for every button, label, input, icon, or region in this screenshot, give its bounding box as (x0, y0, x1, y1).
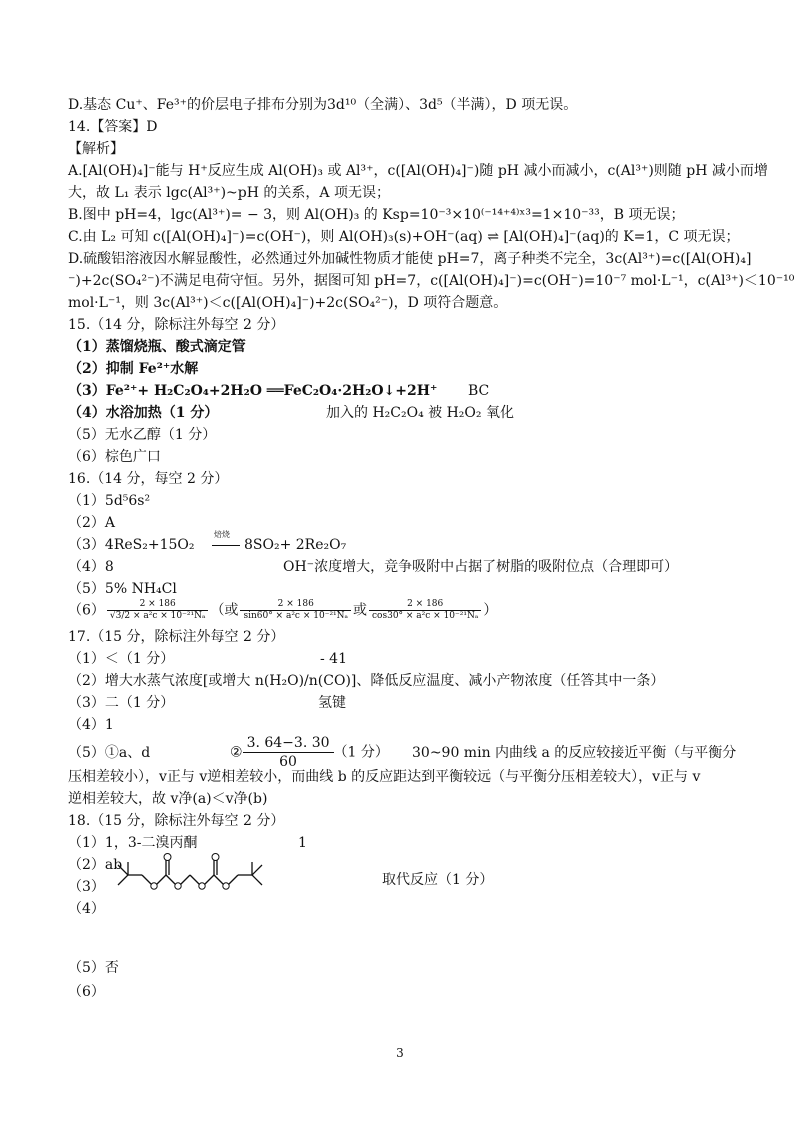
text-span: （或 (210, 602, 239, 619)
question-16-header: 16.（14 分，每空 2 分） (68, 471, 229, 487)
text-line: （3）4ReS₂+15O₂ (68, 537, 195, 553)
text-line: 1 (298, 835, 307, 851)
text-line: （4）水浴加热（1 分） (68, 405, 219, 421)
text-line: （4） (68, 901, 105, 917)
text-line: mol·L⁻¹，则 3c(Al³⁺)＜c([Al(OH)₄]⁻)+2c(SO₄²⁻)，D 项符合题意。 (68, 295, 508, 311)
text-line: （2）抑制 Fe²⁺水解 (68, 361, 199, 377)
page-number: 3 (396, 1046, 404, 1060)
fraction (243, 734, 334, 771)
text-line: - 41 (320, 651, 347, 667)
text-span: ） (483, 602, 498, 619)
text-line: （3） (68, 879, 105, 895)
fraction (240, 599, 351, 622)
text-line: （3）二（1 分） (68, 695, 175, 711)
text-line: D.基态 Cu⁺、Fe³⁺的价层电子排布分别为3d¹⁰（全满）、3d⁵（半满），D 项无误。 (68, 97, 578, 113)
text-span: 或 (353, 602, 368, 619)
text-line: B.图中 pH=4，lgc(Al³⁺)= − 3，则 Al(OH)₃ 的 Ksp=10⁻³×10⁽⁻¹⁴⁺⁴⁾ˣ³=1×10⁻³³，B 项无误； (68, 207, 685, 223)
numerator: 2 × 186 (369, 599, 481, 611)
text-line: 大，故 L₁ 表示 lgc(Al³⁺)~pH 的关系，A 项无误； (68, 185, 390, 201)
text-line: 加入的 H₂C₂O₄ 被 H₂O₂ 氧化 (326, 405, 514, 421)
text-line: 取代反应（1 分） (382, 872, 494, 888)
text-line: ⁻)+2c(SO₄²⁻)不满足电荷守恒。另外，据图可知 pH=7，c([Al(OH)₄]⁻)=c(OH⁻)=10⁻⁷ mol·L⁻¹，c(Al³⁺)＜10⁻¹⁰ (68, 273, 795, 289)
text-line: OH⁻浓度增大，竞争吸附中占据了树脂的吸附位点（合理即可） (283, 559, 679, 575)
text-span: （1 分） (333, 744, 389, 761)
condition-label: 焙烧 (214, 530, 230, 539)
text-span: ② (230, 744, 243, 761)
text-line: BC (468, 383, 490, 399)
boc-anhydride-structure-icon (112, 848, 272, 890)
text-line: （2）A (68, 515, 116, 531)
text-line: 30~90 min 内曲线 a 的反应较接近平衡（与平衡分 (412, 745, 737, 761)
text-line: （2）ab (68, 857, 123, 873)
text-line: 氢键 (318, 695, 346, 711)
text-line: 8SO₂+ 2Re₂O₇ (244, 537, 347, 553)
numerator: 2 × 186 (107, 599, 209, 611)
text-line: （5）①a、d (68, 745, 151, 761)
question-17-header: 17.（15 分，除标注外每空 2 分） (68, 629, 285, 645)
text-line: （3）Fe²⁺+ H₂C₂O₄+2H₂O ══FeC₂O₄·2H₂O↓+2H⁺ (68, 383, 438, 399)
numerator: 3. 64−3. 30 (243, 734, 334, 753)
item-label: （6） (68, 602, 105, 619)
answer-14: 14.【答案】D (68, 119, 158, 135)
text-line: （5）否 (68, 960, 119, 976)
text-line: （6）棕色广口 (68, 449, 161, 465)
text-line: 逆相差较大，故 v净(a)＜v净(b) (68, 791, 268, 807)
formula-line (230, 734, 389, 771)
denominator: 60 (279, 754, 297, 770)
text-line: （1）5d⁵6s² (68, 493, 151, 509)
text-line: （2）增大水蒸气浓度[或增大 n(H₂O)/n(CO)]、降低反应温度、减小产物浓度（任答其中一条） (68, 673, 665, 689)
question-15-header: 15.（14 分，除标注外每空 2 分） (68, 317, 285, 333)
reaction-arrow (212, 545, 240, 546)
analysis-heading: 【解析】 (68, 141, 124, 157)
text-line: （1）＜（1 分） (68, 651, 175, 667)
text-line: （4）1 (68, 717, 114, 733)
fraction (107, 599, 209, 622)
text-line: （4）8 (68, 559, 114, 575)
denominator: cos30° × a²c × 10⁻²¹Nₐ (372, 611, 479, 621)
denominator: sin60° × a²c × 10⁻²¹Nₐ (243, 611, 349, 621)
formula-line (68, 599, 497, 622)
text-line: （5）无水乙醇（1 分） (68, 427, 217, 443)
text-line: （5）5% NH₄Cl (68, 581, 177, 597)
text-line: （1）1，3-二溴丙酮 (68, 835, 198, 851)
denominator: √3/2 × a²c × 10⁻²¹Nₐ (109, 611, 206, 621)
text-line: C.由 L₂ 可知 c([Al(OH)₄]⁻)=c(OH⁻)，则 Al(OH)₃(s)+OH⁻(aq) ⇌ [Al(OH)₄]⁻(aq)的 K=1，C 项无误； (68, 229, 740, 245)
text-line: （1）蒸馏烧瓶、酸式滴定管 (68, 339, 246, 355)
question-18-header: 18.（15 分，除标注外每空 2 分） (68, 813, 285, 829)
numerator: 2 × 186 (240, 599, 351, 611)
fraction (369, 599, 481, 622)
text-line: （6） (68, 984, 105, 1000)
text-line: D.硫酸铝溶液因水解显酸性，必然通过外加碱性物质才能使 pH=7，离子种类不完全，3c(Al³⁺)=c([Al(OH)₄] (68, 251, 752, 267)
text-line: A.[Al(OH)₄]⁻能与 H⁺反应生成 Al(OH)₃ 或 Al³⁺，c([Al(OH)₄]⁻)随 pH 减小而减小，c(Al³⁺)则随 pH 减小而增 (68, 163, 768, 179)
text-line: 压相差较小），v正与 v逆相差较小，而曲线 b 的反应距达到平衡较远（与平衡分压相差较大），v正与 v (68, 769, 701, 785)
